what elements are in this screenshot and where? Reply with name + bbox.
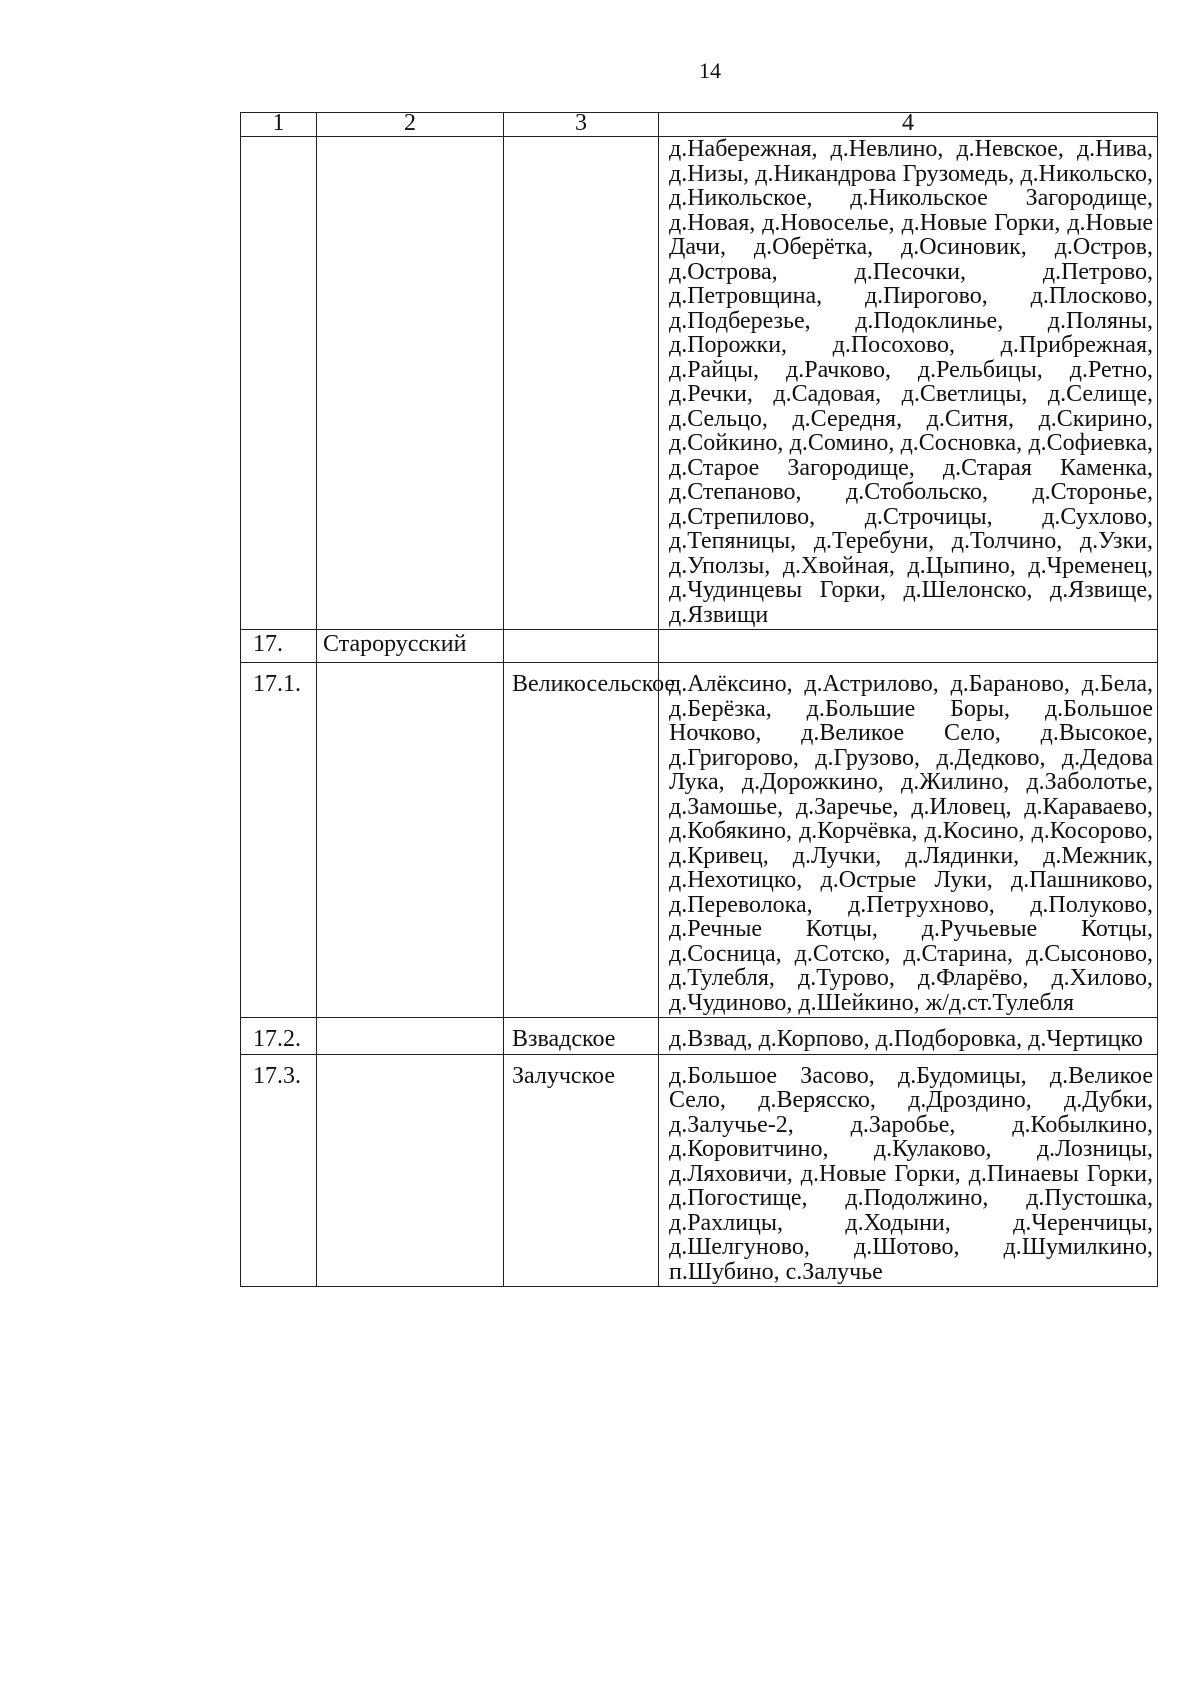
settlement-name — [504, 630, 659, 663]
district-name — [317, 1018, 504, 1055]
header-col-4: 4 — [659, 113, 1158, 137]
table-header — [241, 110, 1158, 137]
table-row — [241, 1018, 1158, 1055]
header-col-1: 1 — [241, 113, 317, 137]
table-body — [241, 137, 1158, 1287]
row-number: 17.2. — [241, 1018, 317, 1055]
localities-list: д.Взвад, д.Корпово, д.Подборовка, д.Чертицко — [659, 1018, 1158, 1055]
table-row-continuation — [241, 137, 1158, 630]
settlement-name: Взвадское — [504, 1018, 659, 1055]
settlement-name: Залучское — [504, 1054, 659, 1287]
row-number: 17.3. — [241, 1054, 317, 1287]
row-number — [241, 137, 317, 630]
table-row — [241, 663, 1158, 1018]
district-name — [317, 1054, 504, 1287]
localities-list — [659, 630, 1158, 663]
page-number: 14 — [699, 58, 721, 83]
table-row-district — [241, 630, 1158, 663]
localities-list: д.Алёксино, д.Астрилово, д.Бараново, д.Бела, д.Берёзка, д.Большие Боры, д.Большое Ночково, д.Великое Село, д.Высокое, д.Григорово, д.Грузово, д.Дедково, д.Дедова Лука, д.Дорожкино, д.Жилино, д.Заболотье, д.Замошье, д.Заречье, д.Иловец, д.Караваево, д.Кобякино, д.Корчёвка, д.Косино, д.Косорово, д.Кривец, д.Лучки, д.Лядинки, д.Межник, д.Нехотицко, д.Острые Луки, д.Пашниково, д.Переволока, д.Петрухново, д.Полуково, д.Речные Котцы, д.Ручьевые Котцы, д.Сосница, д.Сотско, д.Старина, д.Сысоново, д.Тулебля, д.Турово, д.Фларёво, д.Хилово, д.Чудиново, д.Шейкино, ж/д.ст.Тулебля — [659, 663, 1158, 1018]
row-number: 17. — [241, 630, 317, 663]
table-row — [241, 1054, 1158, 1287]
district-name — [317, 663, 504, 1018]
district-name — [317, 137, 504, 630]
settlement-name: Великосельское — [504, 663, 659, 1018]
row-number: 17.1. — [241, 663, 317, 1018]
localities-list: д.Набережная, д.Невлино, д.Невское, д.Нива, д.Низы, д.Никандрова Грузомедь, д.Никольско, д.Никольское, д.Никольское Загородище, д.Новая, д.Новоселье, д.Новые Горки, д.Новые Дачи, д.Оберётка, д.Осиновик, д.Остров, д.Острова, д.Песочки, д.Петрово, д.Петровщина, д.Пирогово, д.Плосково, д.Подберезье, д.Подоклинье, д.Поляны, д.Порожки, д.Посохово, д.Прибрежная, д.Райцы, д.Рачково, д.Рельбицы, д.Ретно, д.Речки, д.Садовая, д.Светлицы, д.Селище, д.Сельцо, д.Середня, д.Ситня, д.Скирино, д.Сойкино, д.Сомино, д.Сосновка, д.Софиевка, д.Старое Загородище, д.Старая Каменка, д.Степаново, д.Стобольско, д.Стороньe, д.Стрепилово, д.Строчицы, д.Сухлово, д.Тепяницы, д.Теребуни, д.Толчино, д.Узки, д.Уползы, д.Хвойная, д.Цыпино, д.Чременец, д.Чудинцевы Горки, д.Шелонско, д.Язвище, д.Язвищи — [659, 137, 1158, 630]
header-row — [241, 113, 1158, 137]
localities-list: д.Большое Засово, д.Будомицы, д.Великое Село, д.Верясско, д.Дроздино, д.Дубки, д.Залучье-2, д.Заробье, д.Кобылкино, д.Коровитчино, д.Кулаково, д.Лозницы, д.Ляховичи, д.Новые Горки, д.Пинаевы Горки, д.Погостище, д.Подолжино, д.Пустошка, д.Рахлицы, д.Ходыни, д.Черенчицы, д.Шелгуново, д.Шотово, д.Шумилкино, п.Шубино, с.Залучье — [659, 1054, 1158, 1287]
settlement-name — [504, 137, 659, 630]
header-col-3: 3 — [504, 113, 659, 137]
district-name: Старорусский — [317, 630, 504, 663]
header-col-2: 2 — [317, 113, 504, 137]
settlements-table — [240, 112, 1158, 1287]
